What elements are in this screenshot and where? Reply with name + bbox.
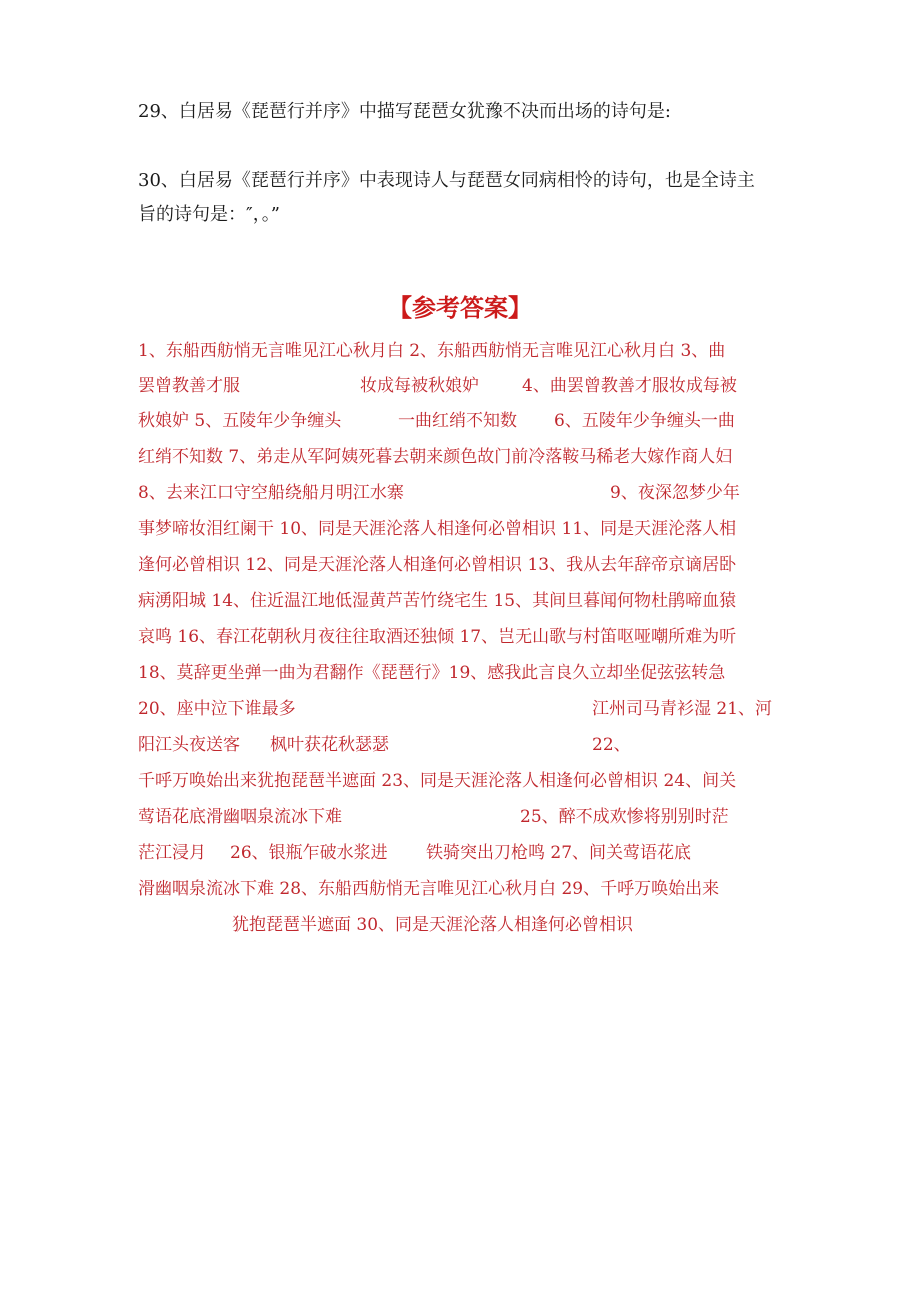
answer-segment: 罢曾教善才服 xyxy=(138,376,240,396)
answer-segment: 犹抱琵琶半遮面 30、同是天涯沦落人相逢何必曾相识 xyxy=(232,915,634,935)
answer-segment: 秋娘妒 5、五陵年少争缠头 xyxy=(138,411,342,431)
answer-segment: 26、银瓶乍破水浆进 xyxy=(230,843,388,863)
answer-segment: 铁骑突出刀枪鸣 27、间关莺语花底 xyxy=(426,843,692,863)
answer-segment: 莺语花底滑幽咽泉流冰下难 xyxy=(138,807,342,827)
answer-segment: 红绡不知数 7、弟走从军阿姨死暮去朝来颜色故门前冷落鞍马稀老大嫁作商人妇 xyxy=(138,447,733,467)
answer-segment: 18、莫辞更坐弹一曲为君翻作《琵琶行》19、感我此言良久立却坐促弦弦转急 xyxy=(138,663,726,683)
question-30-line-1: 30、白居易《琵琶行并序》中表现诗人与琵琶女同病相怜的诗句，也是全诗主 xyxy=(138,170,755,191)
answer-segment: 枫叶获花秋瑟瑟 xyxy=(270,735,389,755)
answer-segment: 茫江浸月 xyxy=(138,843,206,863)
answer-segment: 病湧阳城 14、住近温江地低湿黄芦苦竹绕宅生 15、其间旦暮闻何物杜鹃啼血猿 xyxy=(138,591,737,611)
answer-segment: 6、五陵年少争缠头一曲 xyxy=(554,411,735,431)
answer-segment: 4、曲罢曾教善才服妆成每被 xyxy=(522,376,737,396)
answer-segment: 千呼万唤始出来犹抱琵琶半遮面 23、同是天涯沦落人相逢何必曾相识 24、间关 xyxy=(138,771,737,791)
answer-segment: 哀鸣 16、春江花朝秋月夜往往取酒还独倾 17、岂无山歌与村笛呕哑嘲所难为听 xyxy=(138,627,737,647)
answer-segment: 江州司马青衫湿 21、河 xyxy=(592,699,773,719)
answer-segment: 9、夜深忽梦少年 xyxy=(610,483,740,503)
question-30-line-2: 旨的诗句是：″，。” xyxy=(138,204,280,225)
answer-segment: 滑幽咽泉流冰下难 28、东船西舫悄无言唯见江心秋月白 29、千呼万唤始出来 xyxy=(138,879,720,899)
question-29 xyxy=(138,95,788,129)
answer-segment: 事梦啼妆泪红阑干 10、同是天涯沦落人相逢何必曾相识 11、同是天涯沦落人相 xyxy=(138,519,737,539)
answer-segment: 阳江头夜送客 xyxy=(138,735,240,755)
answer-segment: 25、醉不成欢惨将别别时茫 xyxy=(520,807,729,827)
answer-segment: 1、东船西舫悄无言唯见江心秋月白 2、东船西舫悄无言唯见江心秋月白 3、曲 xyxy=(138,341,726,361)
answer-heading: 【参考答案】 xyxy=(388,293,532,322)
question-30 xyxy=(138,164,788,232)
answer-segment: 20、座中泣下谁最多 xyxy=(138,699,296,719)
answer-segment: 妆成每被秋娘妒 xyxy=(360,376,479,396)
answer-segment: 逢何必曾相识 12、同是天涯沦落人相逢何必曾相识 13、我从去年辞帝京谪居卧 xyxy=(138,555,737,575)
question-29-text: 29、白居易《琵琶行并序》中描写琵琶女犹豫不决而出场的诗句是: xyxy=(138,101,671,122)
answer-segment: 8、去来江口守空船绕船月明江水寨 xyxy=(138,483,404,503)
answer-segment: 一曲红绡不知数 xyxy=(398,411,517,431)
answer-segment: 22、 xyxy=(592,735,631,755)
